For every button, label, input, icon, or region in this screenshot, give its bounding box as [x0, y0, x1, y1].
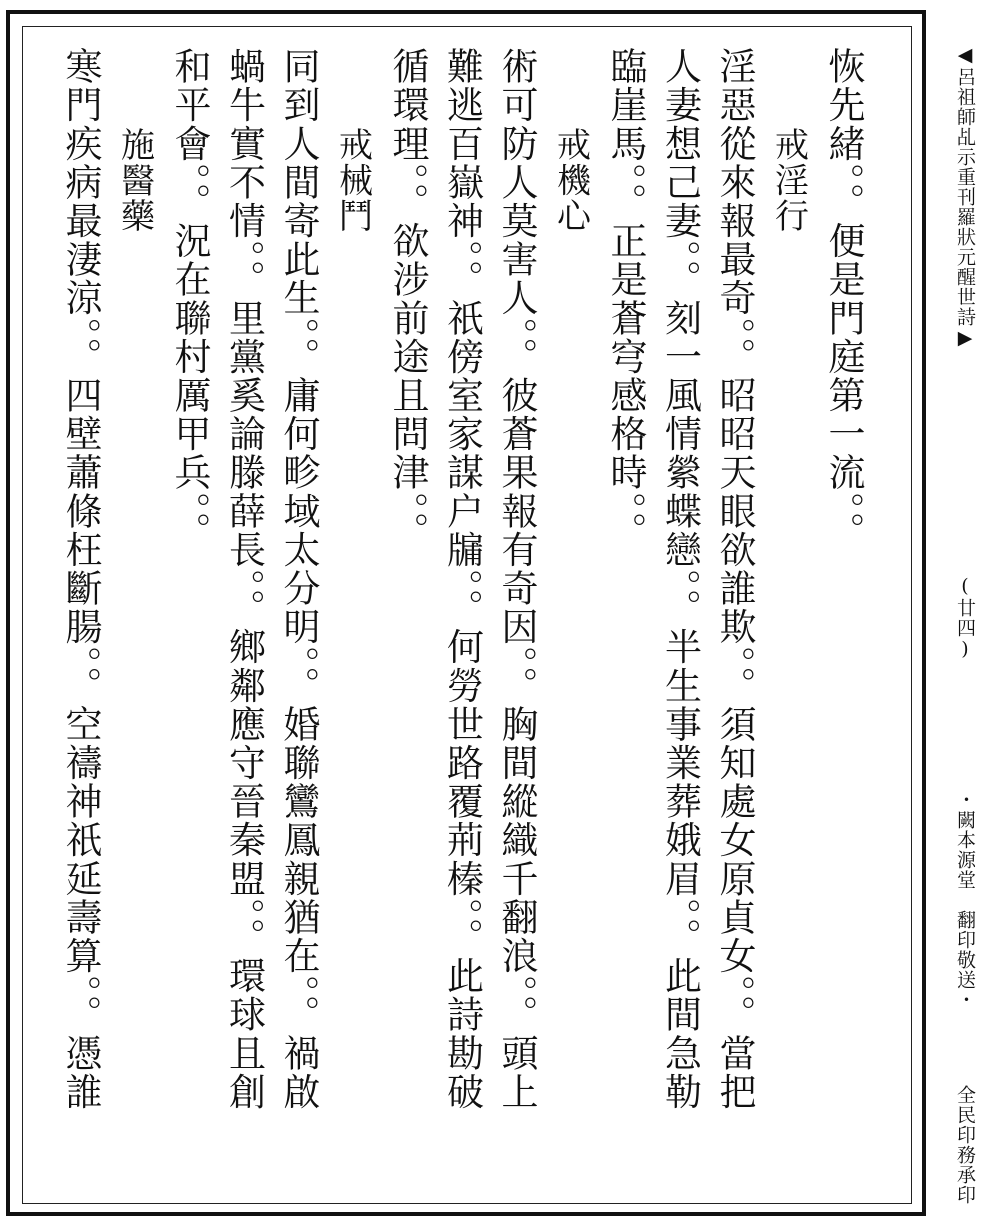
text-column: 蝸牛實不情。。里黨奚論滕薛長。。鄉鄰應守晉秦盟。。環球且創 [222, 47, 266, 1111]
text-column: 臨崖馬。。正是蒼穹感格時。。 [604, 47, 647, 551]
book-title: ◀呂祖師乩示重刊羅狀元醒世詩▶ [954, 44, 976, 350]
publisher-note: ・闕本源堂 翻印敬送・ [954, 790, 976, 1010]
side-margin [930, 0, 1000, 1229]
page-number: (廿四) [954, 575, 976, 661]
section-heading: 施醫藥 [114, 127, 155, 234]
section-heading: 戒械鬥 [332, 127, 373, 234]
text-column: 寒門疾病最淒涼。。四壁蕭條枉斷腸。。空禱神祇延壽算。。憑誰 [59, 47, 102, 1111]
text-column: 同到人間寄此生。。庸何畛域太分明。。婚聯鸞鳳親猶在。。禍啟 [277, 47, 320, 1111]
text-column: 難逃百嶽神。。祇傍室家謀户牖。。何勞世路覆荊榛。。此詩勘破 [440, 47, 484, 1111]
text-frame [22, 26, 912, 1204]
text-column: 循環理。。欲涉前途且問津。。 [386, 47, 429, 551]
text-column: 恢先緒。。便是門庭第一流。。 [822, 47, 865, 551]
text-column: 術可防人莫害人。。彼蒼果報有奇因。。胸間縱織千翻浪。。頭上 [495, 47, 538, 1111]
text-column: 淫惡從來報最奇。。昭昭天眼欲誰欺。。須知處女原貞女。。當把 [713, 47, 756, 1111]
section-heading: 戒淫行 [768, 127, 809, 234]
text-column: 和平會。。況在聯村厲甲兵。。 [168, 47, 211, 551]
section-heading: 戒機心 [550, 127, 591, 234]
printer-credit: 全民印務承印 [954, 1085, 976, 1205]
text-column: 人妻想己妻。。刻一風情縈蝶戀。。半生事業葬娥眉。。此間急勒 [658, 47, 702, 1111]
